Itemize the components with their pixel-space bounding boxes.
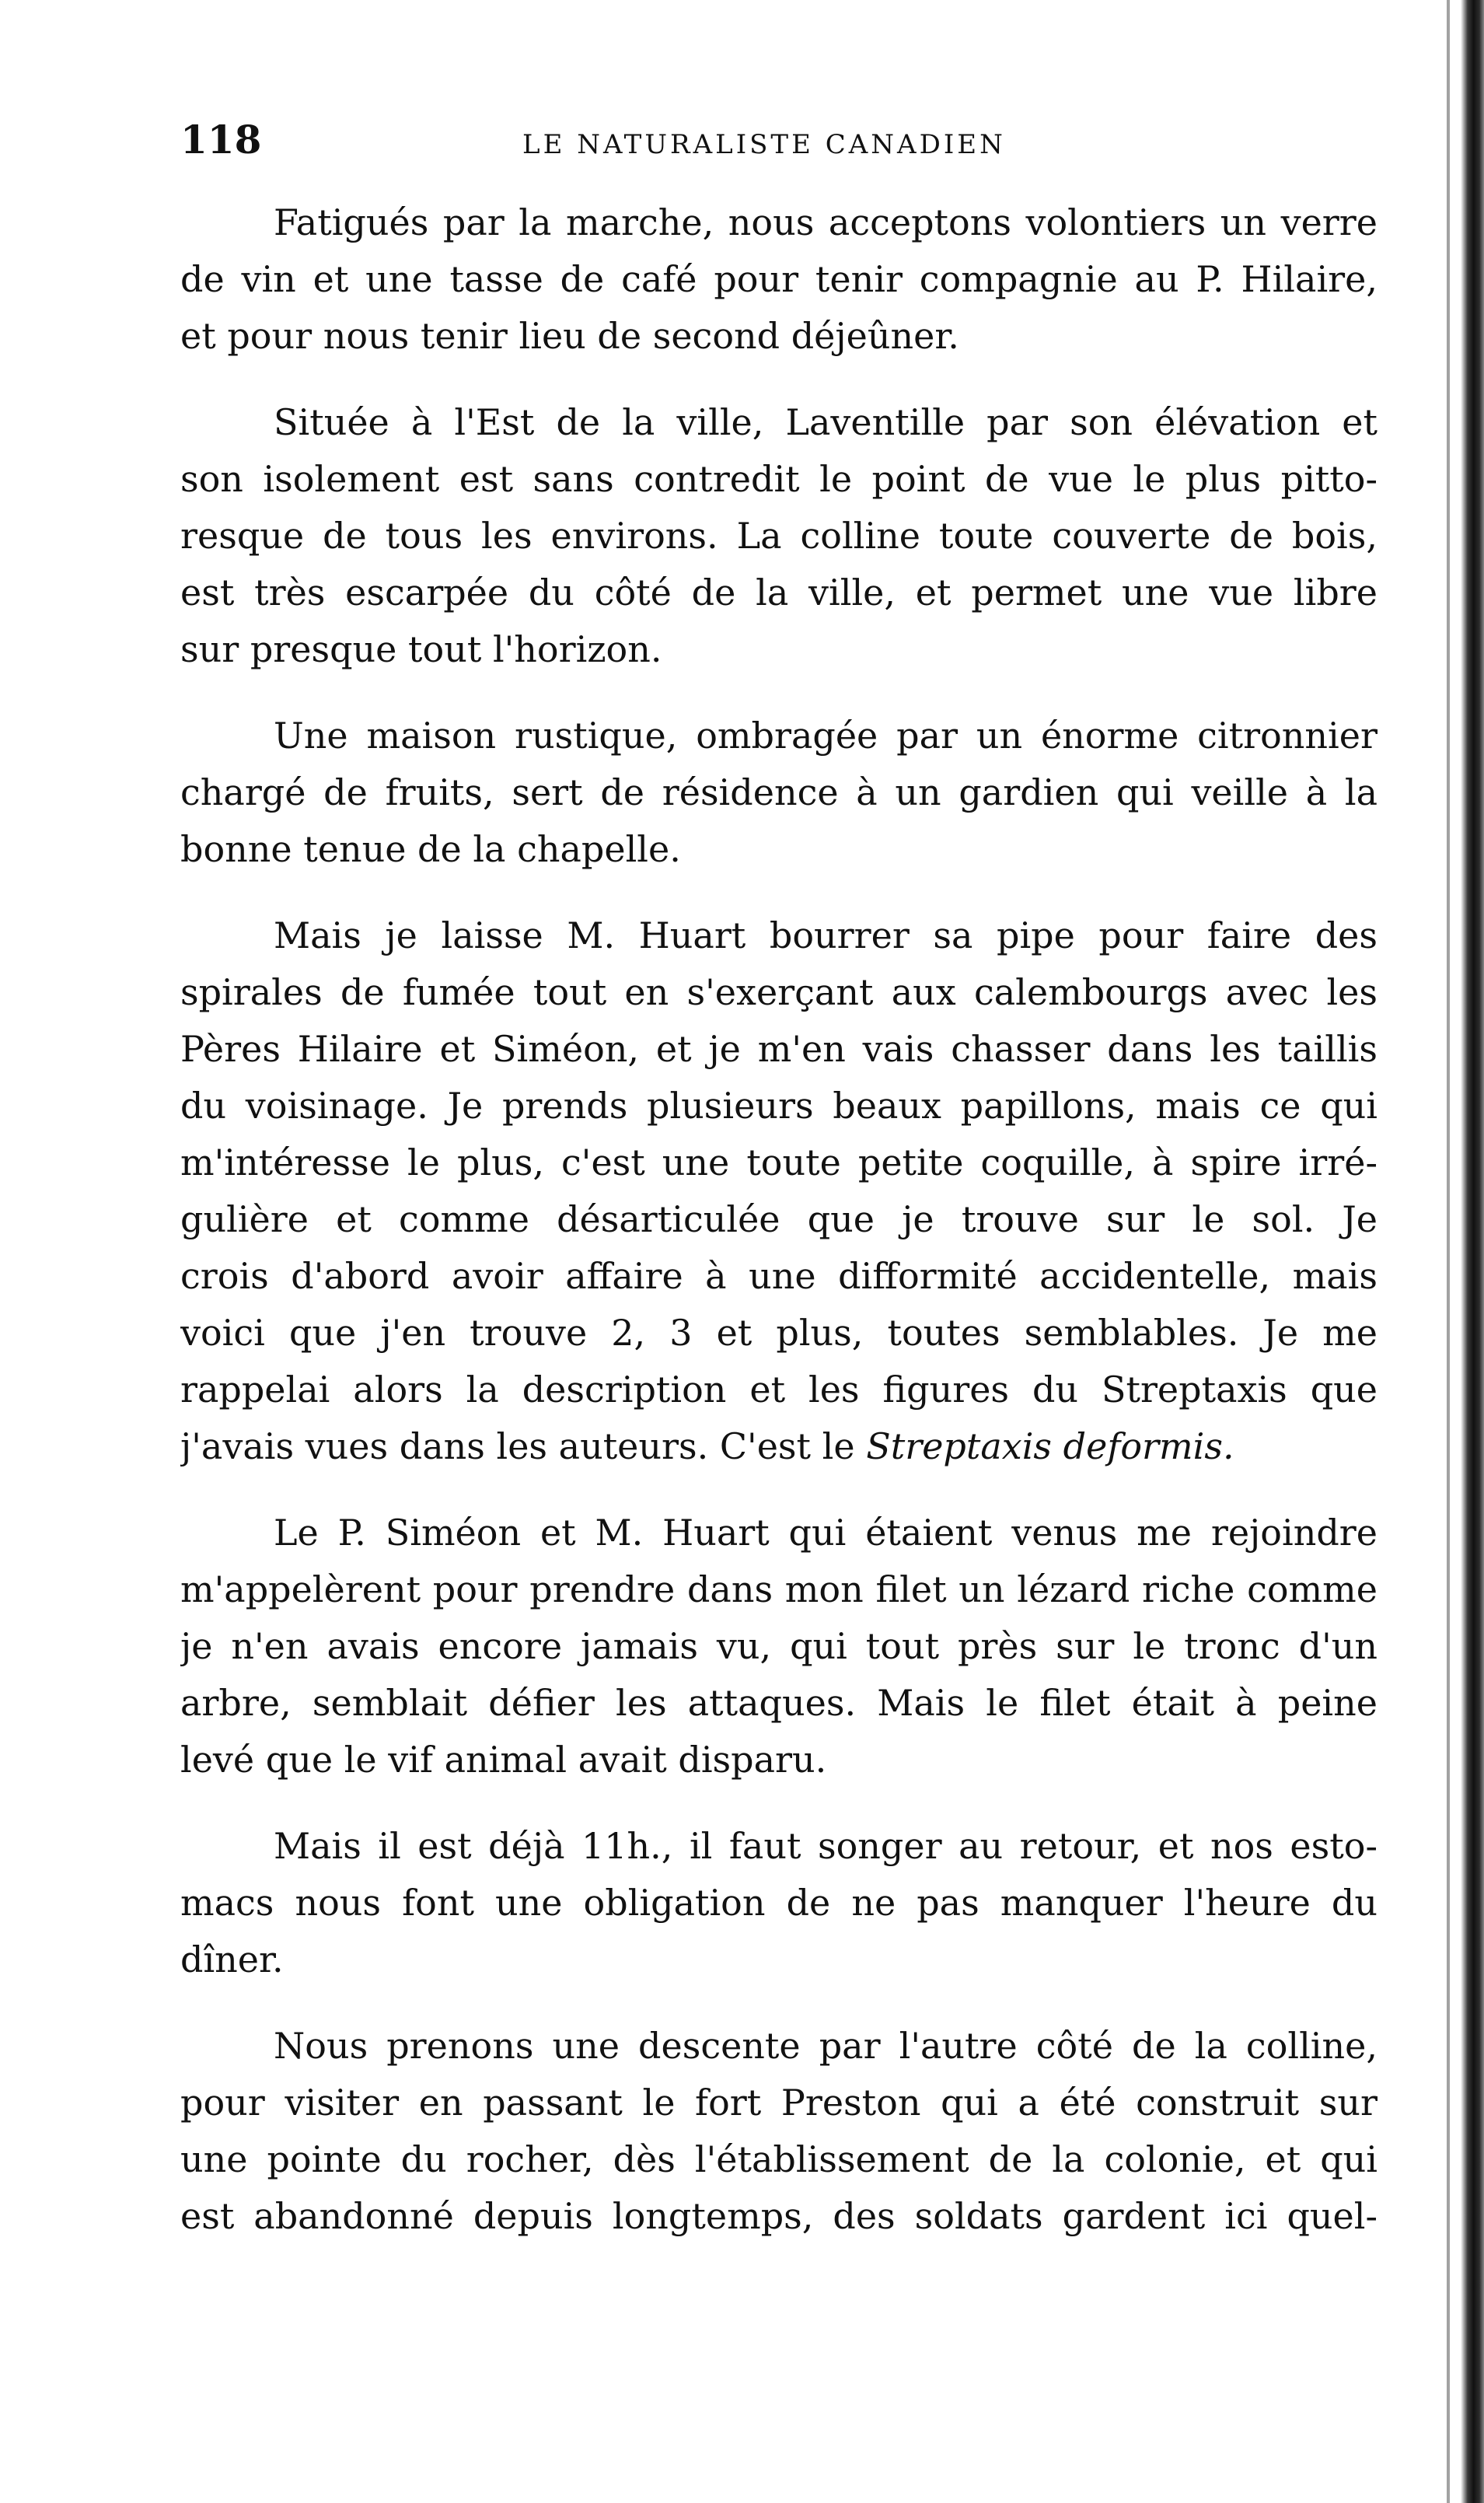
text-line: macs nous font une obligation de ne pas manquer l'heure du [180,1882,1378,1924]
text-line: Fatigués par la marche, nous acceptons volontiers un verre [274,201,1378,243]
text-line [180,1418,1378,1475]
text-line: resque de tous les environs. La colline toute couverte de bois, [180,515,1378,557]
text-line: gulière et comme désarticulée que je trouve sur le sol. Je [180,1198,1378,1240]
species-name: Streptaxis deformis. [866,1425,1234,1467]
text-line: son isolement est sans contredit le point de vue le plus pitto- [180,458,1378,500]
text-line: voici que j'en trouve 2, 3 et plus, toutes semblables. Je me [180,1312,1378,1354]
scan-binding-edge [1461,0,1484,2503]
text-line: de vin et une tasse de café pour tenir compagnie au P. Hilaire, [180,258,1378,300]
text-line: spirales de fumée tout en s'exerçant aux calembourgs avec les [180,971,1378,1013]
text-line: Nous prenons une descente par l'autre côté de la colline, [274,2025,1378,2067]
text-line: crois d'abord avoir affaire à une difformité accidentelle, mais [180,1255,1378,1297]
text-line: dîner. [180,1938,284,1980]
text-line: m'appelèrent pour prendre dans mon filet un lézard riche comme [180,1568,1378,1610]
text-line: levé que le vif animal avait disparu. [180,1739,827,1781]
page-number: 118 [180,117,262,163]
paragraph [180,2018,1378,2245]
text-line: Le P. Siméon et M. Huart qui étaient venus me rejoindre [274,1512,1378,1554]
page-header [180,109,1378,171]
page-body [180,194,1378,2274]
paragraph [180,394,1378,678]
paragraph [180,194,1378,365]
text-line: Mais je laisse M. Huart bourrer sa pipe pour faire des [274,914,1378,956]
text-line: Mais il est déjà 11h., il faut songer au retour, et nos esto- [274,1825,1378,1867]
text-line: rappelai alors la description et les figures du Streptaxis que [180,1369,1378,1411]
text-line: arbre, semblait défier les attaques. Mais le filet était à peine [180,1682,1378,1724]
text-line: une pointe du rocher, dès l'établissement de la colonie, et qui [180,2138,1378,2180]
paragraph [180,1505,1378,1788]
text-line: chargé de fruits, sert de résidence à un gardien qui veille à la [180,771,1378,813]
text-line: sur presque tout l'horizon. [180,628,662,670]
text-line: je n'en avais encore jamais vu, qui tout près sur le tronc d'un [180,1625,1378,1667]
running-title: LE NATURALISTE CANADIEN [522,129,1006,160]
text-line: bonne tenue de la chapelle. [180,828,681,870]
text-line: du voisinage. Je prends plusieurs beaux papillons, mais ce qui [180,1085,1378,1127]
paragraph [180,1818,1378,1988]
text-line: Pères Hilaire et Siméon, et je m'en vais chasser dans les taillis [180,1028,1378,1070]
paragraph [180,907,1378,1475]
text-line: Une maison rustique, ombragée par un énorme citronnier [274,715,1378,757]
text-line: est abandonné depuis longtemps, des soldats gardent ici quel- [180,2195,1378,2237]
text-line: pour visiter en passant le fort Preston qui a été construit sur [180,2082,1378,2124]
text-line: et pour nous tenir lieu de second déjeûner. [180,315,959,357]
scan-edge-line [1447,0,1450,2503]
text-line: Située à l'Est de la ville, Laventille par son élévation et [274,401,1378,443]
text-line-start: j'avais vues dans les auteurs. C'est le [180,1425,867,1467]
text-line: est très escarpée du côté de la ville, et permet une vue libre [180,572,1378,614]
text-line: m'intéresse le plus, c'est une toute petite coquille, à spire irré- [180,1141,1378,1183]
paragraph [180,708,1378,878]
